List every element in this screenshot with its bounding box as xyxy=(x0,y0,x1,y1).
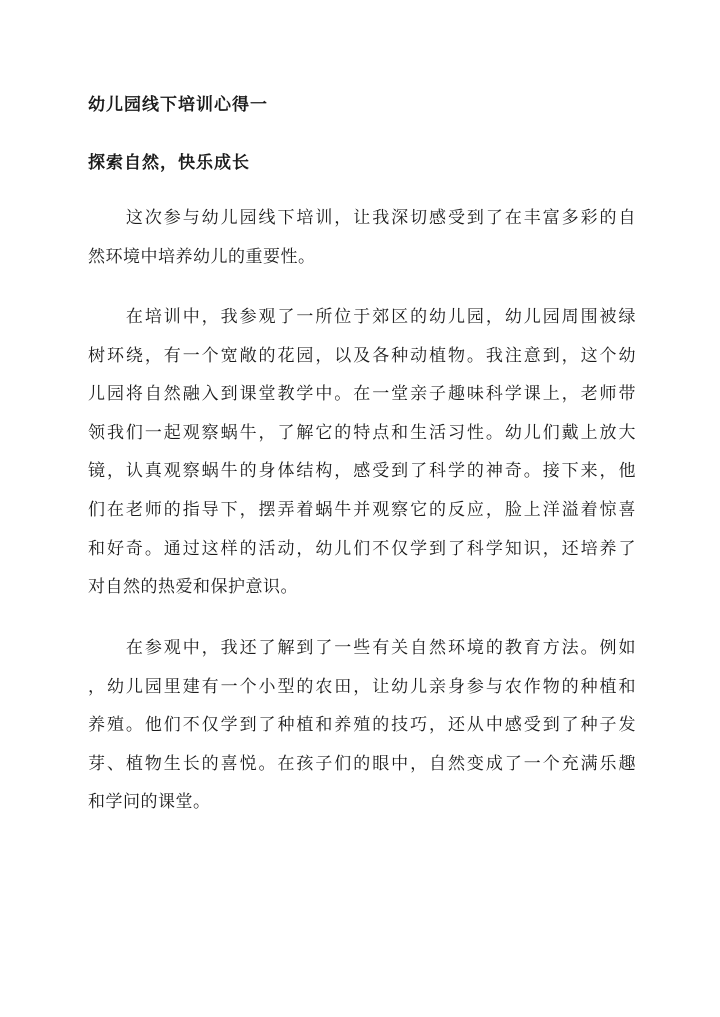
paragraph-line: 镜，认真观察蜗牛的身体结构，感受到了科学的神奇。接下来，他 xyxy=(88,461,636,482)
document-subtitle: 探索自然，快乐成长 xyxy=(88,153,250,173)
paragraph-line: 芽、植物生长的喜悦。在孩子们的眼中，自然变成了一个充满乐趣 xyxy=(88,753,636,774)
paragraph-line: 领我们一起观察蜗牛，了解它的特点和生活习性。幼儿们戴上放大 xyxy=(88,422,636,443)
paragraph-line: ，幼儿园里建有一个小型的农田，让幼儿亲身参与农作物的种植和 xyxy=(88,676,636,697)
paragraph-line: 树环绕，有一个宽敞的花园，以及各种动植物。我注意到，这个幼 xyxy=(88,345,636,366)
paragraph-line: 们在老师的指导下，摆弄着蜗牛并观察它的反应，脸上洋溢着惊喜 xyxy=(88,499,636,520)
paragraph-2 xyxy=(88,298,636,607)
paragraph-line: 这次参与幼儿园线下培训，让我深切感受到了在丰富多彩的自 xyxy=(88,208,636,228)
paragraph-line: 在培训中，我参观了一所位于郊区的幼儿园，幼儿园周围被绿 xyxy=(88,307,636,327)
paragraph-line: 和好奇。通过这样的活动，幼儿们不仅学到了科学知识，还培养了 xyxy=(88,538,636,559)
paragraph-line: 养殖。他们不仅学到了种植和养殖的技巧，还从中感受到了种子发 xyxy=(88,715,636,736)
paragraph-line: 在参观中，我还了解到了一些有关自然环境的教育方法。例如 xyxy=(88,638,636,658)
paragraph-1 xyxy=(88,199,636,276)
paragraph-line: 和学问的课堂。 xyxy=(88,792,211,813)
paragraph-line: 然环境中培养幼儿的重要性。 xyxy=(88,246,316,267)
paragraph-line: 对自然的热爱和保护意识。 xyxy=(88,577,298,598)
paragraph-3 xyxy=(88,629,636,822)
document-title: 幼儿园线下培训心得一 xyxy=(88,95,268,115)
paragraph-line: 儿园将自然融入到课堂教学中。在一堂亲子趣味科学课上，老师带 xyxy=(88,384,636,405)
